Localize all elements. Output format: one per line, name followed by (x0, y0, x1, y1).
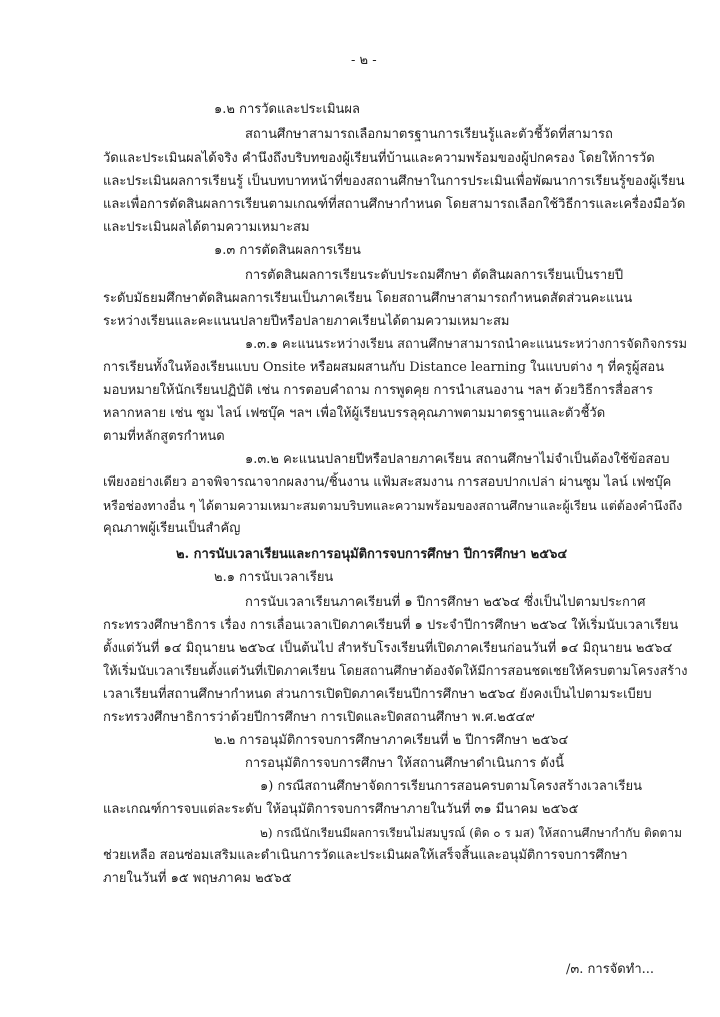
paragraph-line: สถานศึกษาสามารถเลือกมาตรฐานการเรียนรู้และตัวชี้วัดที่สามารถ (245, 127, 613, 142)
paragraph-line: วัดและประเมินผลได้จริง คำนึงถึงบริบทของผู้เรียนที่บ้านและความพร้อมของผู้ปกครอง โดยให้การวัด (103, 151, 655, 166)
paragraph-line: ภายในวันที่ ๑๕ พฤษภาคม ๒๕๖๕ (103, 871, 292, 886)
next-page-marker: /๓. การจัดทำ... (566, 962, 655, 977)
paragraph-line: ๑.๓.๒ คะแนนปลายปีหรือปลายภาคเรียน สถานศึกษาไม่จำเป็นต้องใช้ข้อสอบ (245, 452, 670, 467)
page-number: - ๒ - (351, 53, 377, 68)
heading-2-1: ๒.๑ การนับเวลาเรียน (214, 570, 334, 585)
heading-2-2: ๒.๒ การอนุมัติการจบการศึกษาภาคเรียนที่ ๒ ปีการศึกษา ๒๕๖๔ (214, 733, 569, 748)
paragraph-line: หลากหลาย เช่น ซูม ไลน์ เฟซบุ๊ค ฯลฯ เพื่อให้ผู้เรียนบรรลุคุณภาพตามมาตรฐานและตัวชี้วัด (103, 406, 606, 421)
heading-1-3: ๑.๓ การตัดสินผลการเรียน (214, 243, 361, 258)
paragraph-line: และประเมินผลการเรียนรู้ เป็นบทบาทหน้าที่ของสถานศึกษาในการประเมินเพื่อพัฒนาการเรียนรู้ของผู้เรียน (103, 174, 685, 189)
paragraph-line: การตัดสินผลการเรียนระดับประถมศึกษา ตัดสินผลการเรียนเป็นรายปี (245, 268, 624, 283)
paragraph-line: กระทรวงศึกษาธิการ เรื่อง การเลื่อนเวลาเปิดภาคเรียนที่ ๑ ประจำปีการศึกษา ๒๕๖๔ ให้เริ่มนับเวลาเรียน (103, 618, 679, 633)
paragraph-line: ๑.๓.๑ คะแนนระหว่างเรียน สถานศึกษาสามารถนำคะแนนระหว่างการจัดกิจกรรม (245, 337, 688, 352)
paragraph-line: เพียงอย่างเดียว อาจพิจารณาจากผลงาน/ชิ้นงาน แฟ้มสะสมงาน การสอบปากเปล่า ผ่านซูม ไลน์ เฟซบุ๊ค (103, 475, 672, 490)
paragraph-line: กระทรวงศึกษาธิการว่าด้วยปีการศึกษา การเปิดและปิดสถานศึกษา พ.ศ.๒๕๔๙ (103, 710, 535, 725)
paragraph-line: การเรียนทั้งในห้องเรียนแบบ Onsite หรือผสมผสานกับ Distance learning ในแบบต่าง ๆ ที่ครูผู้สอน (103, 360, 665, 375)
paragraph-line: หรือช่องทางอื่น ๆ ได้ตามความเหมาะสมตามบริบทและความพร้อมของสถานศึกษาและผู้เรียน แต่ต้องคำนึงถึง (103, 498, 683, 513)
paragraph-line: ช่วยเหลือ สอนซ่อมเสริมและดำเนินการวัดและประเมินผลให้เสร็จสิ้นและอนุมัติการจบการศึกษา (103, 848, 628, 863)
paragraph-line: ตามที่หลักสูตรกำหนด (103, 429, 225, 444)
paragraph-line: ระหว่างเรียนและคะแนนปลายปีหรือปลายภาคเรียนได้ตามความเหมาะสม (103, 314, 510, 329)
paragraph-line: และเกณฑ์การจบแต่ละระดับ ให้อนุมัติการจบการศึกษาภายในวันที่ ๓๑ มีนาคม ๒๕๖๕ (103, 802, 579, 817)
paragraph-line: ตั้งแต่วันที่ ๑๔ มิถุนายน ๒๕๖๔ เป็นต้นไป สำหรับโรงเรียนที่เปิดภาคเรียนก่อนวันที่ ๑๔ มิถุนายน ๒๕๖๔ (103, 641, 673, 656)
paragraph-line: เวลาเรียนที่สถานศึกษากำหนด ส่วนการเปิดปิดภาคเรียนปีการศึกษา ๒๕๖๔ ยังคงเป็นไปตามระเบียบ (103, 687, 652, 702)
list-item: ๑) กรณีสถานศึกษาจัดการเรียนการสอนครบตามโครงสร้างเวลาเรียน (260, 779, 643, 794)
heading-1-2: ๑.๒ การวัดและประเมินผล (214, 102, 361, 117)
section-2-heading: ๒. การนับเวลาเรียนและการอนุมัติการจบการศึกษา ปีการศึกษา ๒๕๖๔ (176, 547, 568, 562)
paragraph-line: มอบหมายให้นักเรียนปฏิบัติ เช่น การตอบคำถาม การพูดคุย การนำเสนองาน ฯลฯ ด้วยวิธีการสื่อสาร (103, 383, 653, 398)
paragraph-line: การนับเวลาเรียนภาคเรียนที่ ๑ ปีการศึกษา ๒๕๖๔ ซึ่งเป็นไปตามประกาศ (245, 595, 646, 610)
paragraph-line: คุณภาพผู้เรียนเป็นสำคัญ (103, 521, 241, 536)
paragraph-line: ระดับมัธยมศึกษาตัดสินผลการเรียนเป็นภาคเรียน โดยสถานศึกษาสามารถกำหนดสัดส่วนคะแนน (103, 291, 633, 306)
paragraph-line: และประเมินผลได้ตามความเหมาะสม (103, 220, 310, 235)
paragraph-line: การอนุมัติการจบการศึกษา ให้สถานศึกษาดำเนินการ ดังนี้ (245, 756, 564, 771)
list-item: ๒) กรณีนักเรียนมีผลการเรียนไม่สมบูรณ์ (ติด ๐ ร มส) ให้สถานศึกษากำกับ ติดตาม (260, 826, 682, 840)
paragraph-line: และเพื่อการตัดสินผลการเรียนตามเกณฑ์ที่สถานศึกษากำหนด โดยสามารถเลือกใช้วิธีการและเครื่องมือวัด (103, 197, 686, 212)
paragraph-line: ให้เริ่มนับเวลาเรียนตั้งแต่วันที่เปิดภาคเรียน โดยสถานศึกษาต้องจัดให้มีการสอนชดเชยให้ครบตามโครงสร้าง (103, 664, 688, 679)
